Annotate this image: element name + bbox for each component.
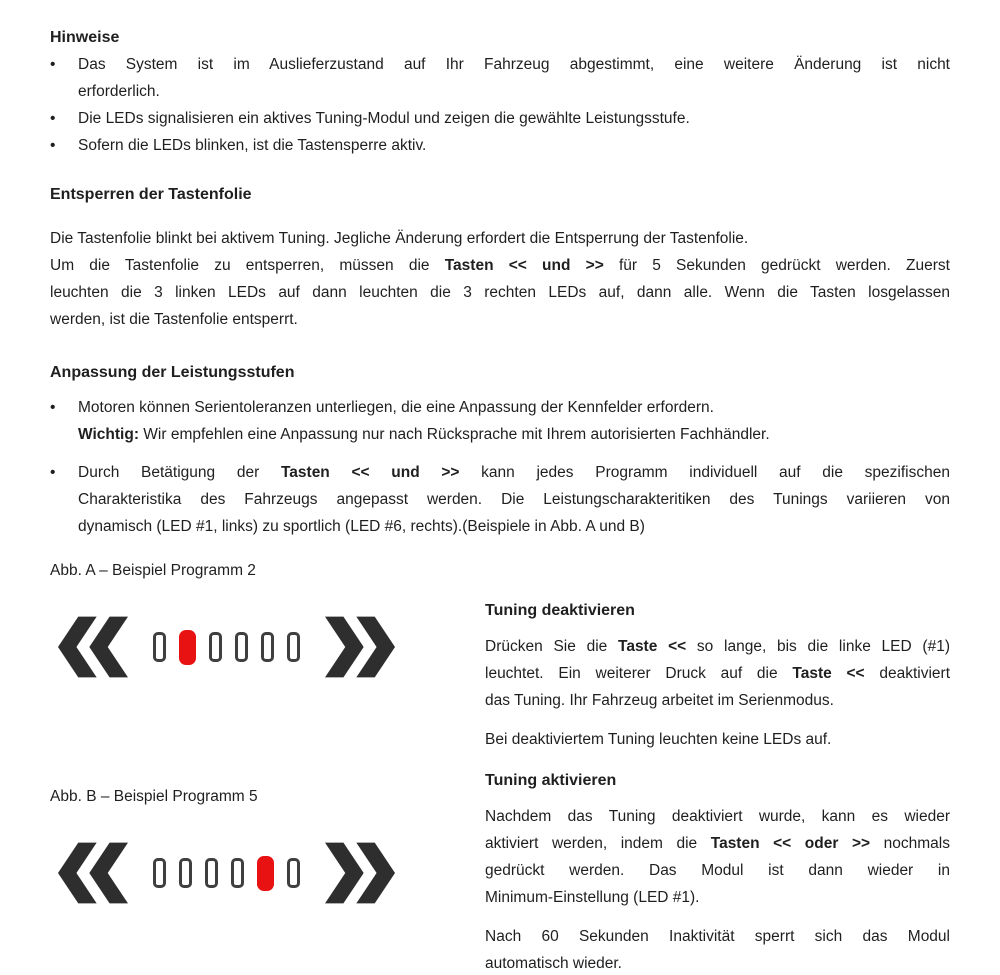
section-hinweise (50, 24, 950, 159)
text-run: das Tuning. Ihr Fahrzeug arbeitet im Serienmodus. (485, 692, 834, 709)
text-run: leuchtet. Ein weiterer Druck auf die (485, 665, 793, 682)
double-chevron-left-icon (58, 840, 128, 906)
text-line (78, 132, 950, 159)
text-run: Tasten << und >> (280, 464, 460, 481)
text-run: Nach 60 Sekunden Inaktivität sperrt sich das Modul (485, 928, 950, 945)
text-line (50, 306, 950, 333)
bullet-text (78, 51, 950, 105)
text-run: Drücken Sie die (485, 638, 618, 655)
text-run: Nachdem das Tuning deaktiviert wurde, kann es wieder (485, 808, 950, 825)
text-run: Durch Betätigung der (78, 464, 281, 481)
text-run: kann jedes Programm individuell auf die spezifischen (459, 464, 950, 481)
text-line (485, 857, 950, 884)
led-on-indicator (257, 856, 274, 891)
text-run: für 5 Sekunden gedrückt werden. Zuerst (603, 257, 950, 274)
led-off-indicator (287, 858, 300, 888)
double-chevron-right-icon (325, 840, 395, 906)
paragraph (485, 726, 950, 753)
paragraph (485, 633, 950, 714)
text-line (485, 660, 950, 687)
figures-column (50, 557, 485, 975)
lower-region (50, 557, 950, 975)
hinweise-list (50, 51, 950, 159)
heading-tuning-aktivieren: Tuning aktivieren (485, 772, 617, 789)
heading-hinweise: Hinweise (50, 29, 120, 46)
text-line (78, 78, 950, 105)
text-run: erforderlich. (78, 83, 160, 100)
text-run: automatisch wieder. (485, 955, 622, 972)
text-line (78, 459, 950, 486)
led-off-indicator (153, 858, 166, 888)
text-run: gedrückt werden. Das Modul ist dann wieder in (485, 862, 950, 879)
section-entsperren (50, 181, 950, 333)
double-chevron-right-icon (325, 614, 395, 680)
text-line (78, 421, 950, 448)
bullet-text (78, 105, 950, 132)
bullet-marker: • (50, 464, 56, 481)
list-item (50, 105, 950, 132)
text-run: leuchten die 3 linken LEDs auf dann leuchten die 3 rechten LEDs auf, dann alle. Wenn die Tasten losgelassen (50, 284, 950, 301)
text-line (485, 726, 950, 753)
text-run: Taste << (792, 665, 865, 682)
led-off-indicator (209, 632, 222, 662)
bullet-text (78, 132, 950, 159)
text-run: Taste << (618, 638, 687, 655)
bullet-text (78, 394, 950, 448)
text-run: dynamisch (LED #1, links) zu sportlich (LED #6, rechts).(Beispiele in Abb. A und B) (78, 518, 645, 535)
bullet-text (78, 459, 950, 540)
text-run: werden, ist die Tastenfolie entsperrt. (50, 311, 298, 328)
text-line (485, 633, 950, 660)
list-item (50, 394, 950, 448)
heading-anpassung: Anpassung der Leistungsstufen (50, 364, 295, 381)
led-strip (153, 856, 300, 891)
text-line (78, 394, 950, 421)
led-off-indicator (287, 632, 300, 662)
text-run: Die LEDs signalisieren ein aktives Tuning-Modul und zeigen die gewählte Leistungsstufe. (78, 110, 690, 127)
figure-a-label: Abb. A – Beispiel Programm 2 (50, 562, 256, 579)
text-run: Minimum-Einstellung (LED #1). (485, 889, 700, 906)
text-run: Wichtig: (78, 426, 139, 443)
text-run: so lange, bis die linke LED (#1) (686, 638, 950, 655)
led-off-indicator (231, 858, 244, 888)
text-run: deaktiviert (864, 665, 950, 682)
bullet-marker: • (50, 137, 56, 154)
text-run: Die Tastenfolie blinkt bei aktivem Tuning. Jegliche Änderung erfordert die Entsperrung der Tastenfolie. (50, 230, 749, 247)
list-item (50, 132, 950, 159)
text-run: Wir empfehlen eine Anpassung nur nach Rücksprache mit Ihrem autorisierten Fachhändler. (139, 426, 770, 443)
text-line (50, 279, 950, 306)
list-item (50, 459, 950, 540)
text-line (485, 830, 950, 857)
text-line (485, 923, 950, 950)
paragraph (50, 225, 950, 252)
bullet-marker: • (50, 399, 56, 416)
text-run: Sofern die LEDs blinken, ist die Tastensperre aktiv. (78, 137, 427, 154)
text-line (78, 486, 950, 513)
heading-tuning-deaktivieren: Tuning deaktivieren (485, 602, 635, 619)
text-line (485, 950, 950, 975)
list-item (50, 51, 950, 105)
instructions-column (485, 597, 950, 975)
figure-a-keypad (50, 612, 485, 682)
text-run: nochmals (870, 835, 950, 852)
heading-entsperren: Entsperren der Tastenfolie (50, 186, 252, 203)
text-run: Bei deaktiviertem Tuning leuchten keine LEDs auf. (485, 731, 832, 748)
led-off-indicator (235, 632, 248, 662)
led-off-indicator (261, 632, 274, 662)
text-run: Tasten << und >> (444, 257, 604, 274)
text-line (485, 803, 950, 830)
led-strip (153, 630, 300, 665)
text-run: Um die Tastenfolie zu entsperren, müssen die (50, 257, 445, 274)
bullet-marker: • (50, 56, 56, 73)
led-off-indicator (179, 858, 192, 888)
text-run: Charakteristika des Fahrzeugs angepasst werden. Die Leistungscharakteritiken des Tunings variieren von (78, 491, 950, 508)
led-on-indicator (179, 630, 196, 665)
figure-b-label: Abb. B – Beispiel Programm 5 (50, 788, 258, 805)
text-line (485, 687, 950, 714)
paragraph (485, 923, 950, 975)
paragraph (485, 803, 950, 911)
text-run: Motoren können Serientoleranzen unterliegen, die eine Anpassung der Kennfelder erfordern. (78, 399, 714, 416)
led-off-indicator (153, 632, 166, 662)
text-run: Das System ist im Auslieferzustand auf Ihr Fahrzeug abgestimmt, eine weitere Änderung ist nicht (78, 56, 950, 73)
bullet-marker: • (50, 110, 56, 127)
text-line (78, 105, 950, 132)
double-chevron-left-icon (58, 614, 128, 680)
text-line (50, 225, 950, 252)
text-line (78, 513, 950, 540)
section-anpassung (50, 359, 950, 540)
led-off-indicator (205, 858, 218, 888)
text-run: aktiviert werden, indem die (485, 835, 711, 852)
text-line (50, 252, 950, 279)
figure-b-keypad (50, 838, 485, 908)
paragraph (50, 252, 950, 333)
anpassung-list (50, 394, 950, 540)
text-run: Tasten << oder >> (710, 835, 871, 852)
text-line (485, 884, 950, 911)
text-line (78, 51, 950, 78)
